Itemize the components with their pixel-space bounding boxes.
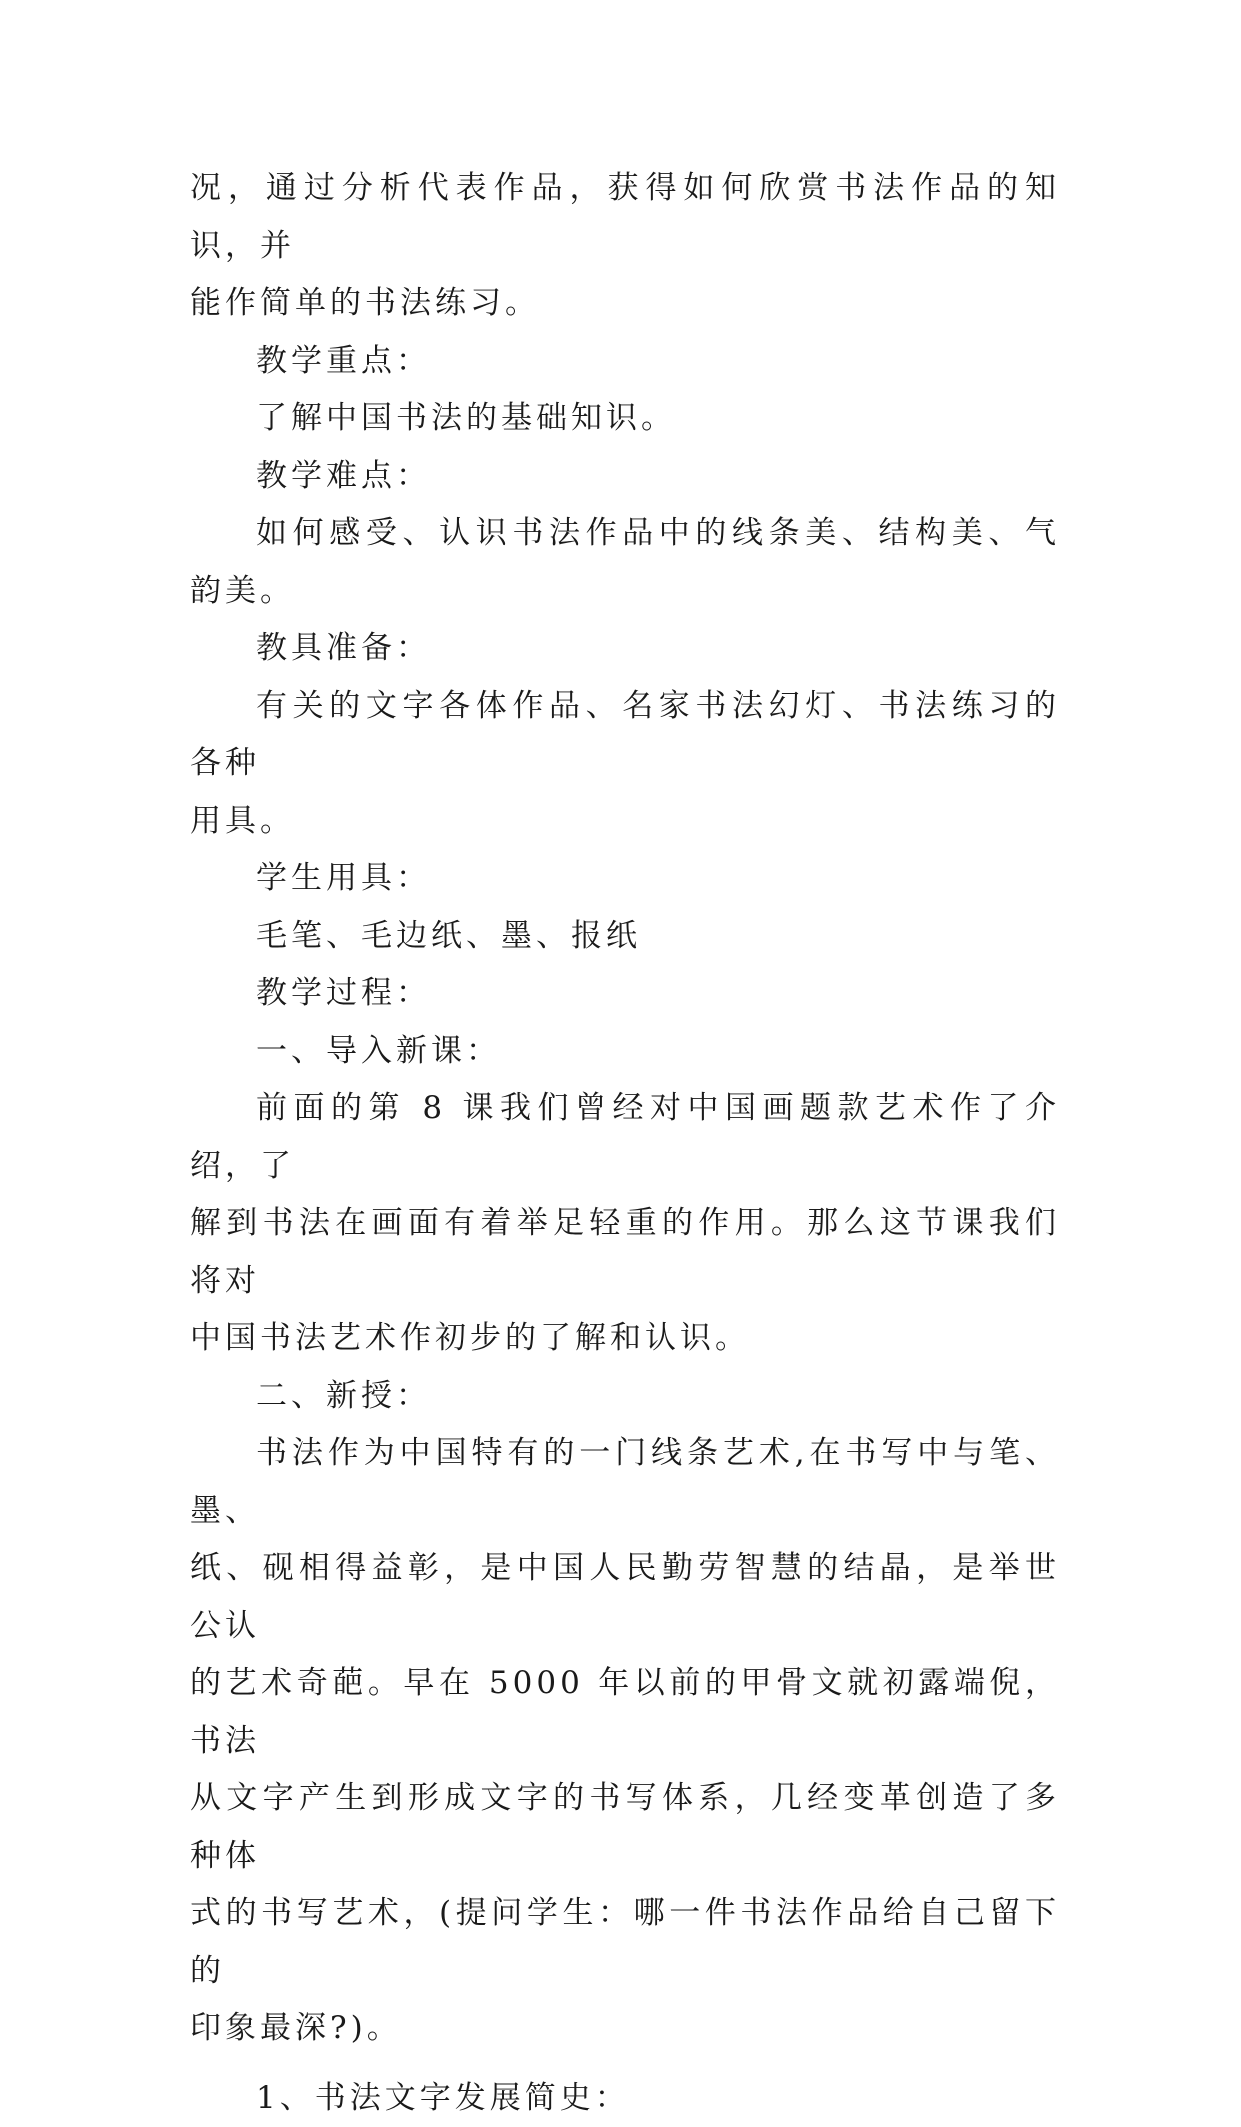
document-body bbox=[190, 160, 1060, 2127]
text-line: 解到书法在画面有着举足轻重的作用。那么这节课我们将对 bbox=[190, 1195, 1060, 1310]
section-heading-key-points: 教学重点： bbox=[190, 333, 1060, 391]
section-heading-difficulties: 教学难点： bbox=[190, 448, 1060, 506]
text-line: 毛笔、毛边纸、墨、报纸 bbox=[190, 908, 1060, 966]
section-heading-history: 1、书法文字发展简史： bbox=[190, 2070, 1060, 2127]
text-line: 书法作为中国特有的一门线条艺术,在书写中与笔、墨、 bbox=[190, 1425, 1060, 1540]
text-line: 从文字产生到形成文字的书写体系，几经变革创造了多种体 bbox=[190, 1770, 1060, 1885]
text-line: 能作简单的书法练习。 bbox=[190, 275, 1060, 333]
section-heading-teaching-aids: 教具准备： bbox=[190, 620, 1060, 678]
text-line: 前面的第 8 课我们曾经对中国画题款艺术作了介绍，了 bbox=[190, 1080, 1060, 1195]
section-heading-student-tools: 学生用具： bbox=[190, 850, 1060, 908]
text-line: 纸、砚相得益彰，是中国人民勤劳智慧的结晶，是举世公认 bbox=[190, 1540, 1060, 1655]
text-line: 况，通过分析代表作品，获得如何欣赏书法作品的知识，并 bbox=[190, 160, 1060, 275]
text-line: 有关的文字各体作品、名家书法幻灯、书法练习的各种 bbox=[190, 678, 1060, 793]
section-heading-process: 教学过程： bbox=[190, 965, 1060, 1023]
text-line: 的艺术奇葩。早在 5000 年以前的甲骨文就初露端倪，书法 bbox=[190, 1655, 1060, 1770]
text-line: 了解中国书法的基础知识。 bbox=[190, 390, 1060, 448]
text-line: 印象最深?)。 bbox=[190, 2000, 1060, 2058]
section-heading-intro: 一、导入新课： bbox=[190, 1023, 1060, 1081]
text-line: 式的书写艺术，(提问学生：哪一件书法作品给自己留下的 bbox=[190, 1885, 1060, 2000]
section-heading-new: 二、新授： bbox=[190, 1368, 1060, 1426]
text-line: 用具。 bbox=[190, 793, 1060, 851]
text-line: 中国书法艺术作初步的了解和认识。 bbox=[190, 1310, 1060, 1368]
text-line: 如何感受、认识书法作品中的线条美、结构美、气韵美。 bbox=[190, 505, 1060, 620]
